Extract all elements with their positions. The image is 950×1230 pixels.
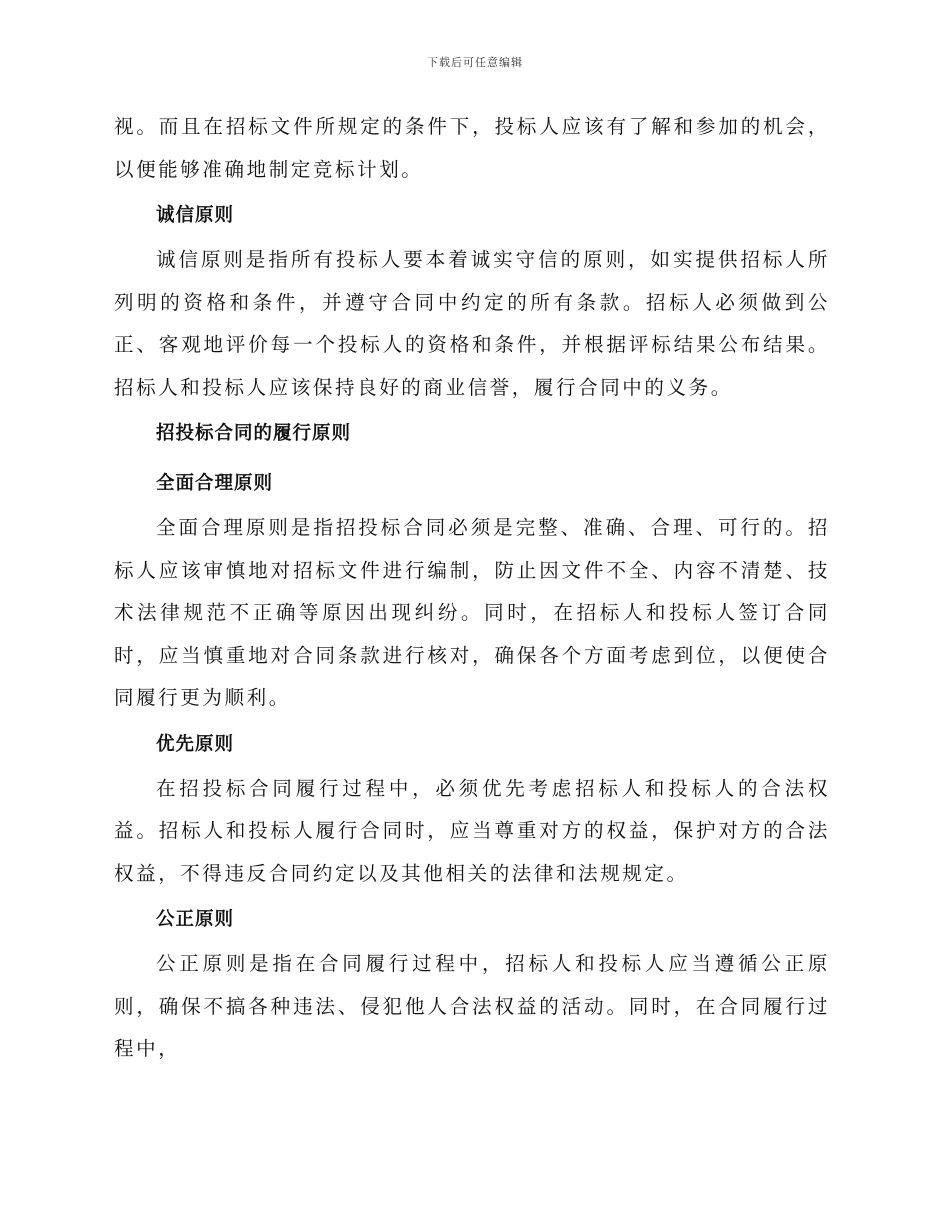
paragraph-priority: 在招投标合同履行过程中，必须优先考虑招标人和投标人的合法权益。招标人和投标人履行合同时，应当尊重对方的权益，保护对方的合法权益，不得违反合同约定以及其他相关的法律和法规规定。: [114, 776, 830, 885]
spacer: [114, 447, 830, 459]
section-heading-fairness: 公正原则: [156, 909, 235, 930]
spacer: [114, 933, 830, 943]
document-body: [114, 106, 830, 1071]
spacer: [114, 459, 830, 471]
page-header-note: 下载后可任意编辑: [427, 56, 523, 69]
paragraph-integrity: 诚信原则是指所有投标人要本着诚实守信的原则，如实提供招标人所列明的资格和条件，并遵守合同中约定的所有条款。招标人必须做到公正、客观地评价每一个投标人的资格和条件，并根据评标结果公布结果。招标人和投标人应该保持良好的商业信誉，履行合同中的义务。: [114, 248, 830, 399]
spacer: [114, 229, 830, 239]
section-heading-priority: 优先原则: [156, 733, 235, 755]
spacer: [114, 720, 830, 732]
paragraph-fairness: 公正原则是指在合同履行过程中，招标人和投标人应当遵循公正原则，确保不搞各种违法、侵犯他人合法权益的活动。同时，在合同履行过程中，: [114, 952, 830, 1060]
section-heading-integrity: 诚信原则: [156, 205, 235, 226]
spacer: [114, 497, 830, 507]
spacer: [114, 191, 830, 203]
paragraph-continued: 视。而且在招标文件所规定的条件下，投标人应该有了解和参加的机会，以便能够准确地制定竞标计划。: [114, 115, 830, 181]
spacer: [114, 895, 830, 907]
section-heading-contract-performance: 招投标合同的履行原则: [156, 423, 352, 444]
section-heading-comprehensive: 全面合理原则: [156, 473, 274, 494]
paragraph-comprehensive: 全面合理原则是指招投标合同必须是完整、准确、合理、可行的。招标人应该审慎地对招标文件进行编制，防止因文件不全、内容不清楚、技术法律规范不正确等原因出现纠纷。同时，在招标人和投标人签订合同时，应当慎重地对合同条款进行核对，确保各个方面考虑到位，以便使合同履行更为顺利。: [114, 516, 830, 709]
spacer: [114, 758, 830, 768]
spacer: [114, 409, 830, 421]
